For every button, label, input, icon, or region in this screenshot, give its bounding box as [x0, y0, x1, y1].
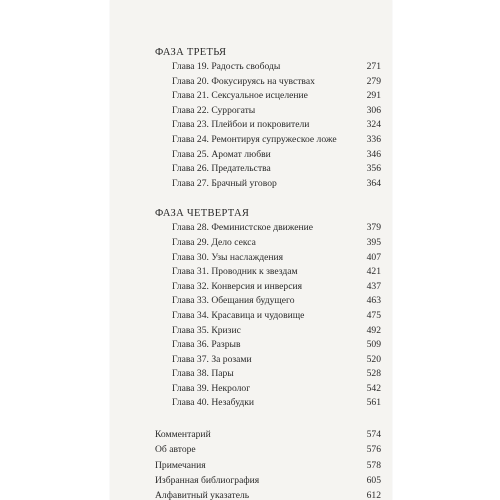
entry-label: Глава 23. Плейбои и покровители: [172, 119, 310, 131]
entry-page-number: 492: [366, 324, 381, 336]
entry-page-number: 421: [366, 266, 381, 278]
entry-label: Комментарий: [155, 429, 211, 441]
entry-page-number: 379: [366, 222, 381, 234]
entry-page-number: 574: [366, 429, 381, 441]
section-spacer: [155, 411, 381, 427]
toc-entry: [155, 488, 381, 500]
toc-entry: [155, 89, 381, 104]
toc-entry: [155, 427, 381, 442]
entry-page-number: 561: [366, 397, 381, 409]
section-spacer: [155, 191, 381, 206]
entry-page-number: 306: [366, 104, 381, 116]
entry-page-number: 336: [366, 133, 381, 145]
entry-page-number: 475: [366, 309, 381, 321]
entry-label: Глава 19. Радость свободы: [172, 61, 281, 72]
entry-label: Глава 34. Красавица и чудовище: [172, 309, 305, 321]
table-of-contents: [155, 45, 381, 500]
entry-page-number: 463: [366, 295, 381, 307]
entry-page-number: 576: [366, 444, 381, 456]
entry-label: Глава 36. Разрыв: [172, 339, 241, 351]
toc-entry: [155, 177, 381, 192]
back-matter: [155, 427, 381, 500]
entry-page-number: 364: [366, 177, 381, 189]
entry-page-number: 324: [366, 119, 381, 131]
entry-page-number: 395: [366, 236, 381, 248]
toc-entry: [155, 442, 381, 457]
entry-page-number: 356: [366, 163, 381, 175]
entry-page-number: 612: [366, 490, 381, 500]
toc-entry: [155, 75, 381, 90]
entry-page-number: 578: [366, 459, 381, 471]
toc-entry: [155, 162, 381, 177]
entry-label: Глава 38. Пары: [172, 368, 234, 380]
toc-entry: [155, 251, 381, 266]
toc-entry: [155, 265, 381, 280]
entry-label: Глава 24. Ремонтируя супружеское ложе: [172, 133, 337, 145]
entry-label: Глава 35. Кризис: [172, 324, 241, 336]
section-title: ФАЗА ТРЕТЬЯ: [155, 47, 227, 58]
entry-page-number: 437: [366, 280, 381, 292]
entry-label: Алфавитный указатель: [155, 490, 250, 500]
toc-entry: [155, 133, 381, 148]
toc-entry: [155, 294, 381, 309]
entry-label: Глава 21. Сексуальное исцеление: [172, 90, 308, 102]
entry-label: Глава 20. Фокусируясь на чувствах: [172, 75, 315, 87]
toc-entry: [155, 118, 381, 133]
entry-page-number: 605: [366, 474, 381, 486]
toc-entry: [155, 382, 381, 397]
toc-entry: [155, 309, 381, 324]
section-phase-three: [155, 45, 381, 191]
entry-label: Глава 29. Дело секса: [172, 236, 256, 248]
toc-entry: [155, 236, 381, 251]
entry-label: Глава 26. Предательства: [172, 163, 271, 175]
entry-page-number: 279: [366, 75, 381, 87]
entry-page-number: 509: [366, 339, 381, 351]
entry-page-number: 271: [366, 61, 381, 72]
section-phase-four: [155, 206, 381, 411]
section-title: ФАЗА ЧЕТВЕРТАЯ: [155, 208, 250, 220]
toc-entry: [155, 60, 381, 75]
entry-page-number: 520: [366, 353, 381, 365]
entry-label: Глава 39. Некролог: [172, 382, 251, 394]
toc-entry: [155, 353, 381, 368]
toc-entry: [155, 458, 381, 473]
entry-label: Примечания: [155, 459, 206, 471]
entry-label: Глава 30. Узы наслаждения: [172, 251, 284, 263]
entry-label: Глава 33. Обещания будущего: [172, 295, 295, 307]
toc-entry: [155, 396, 381, 411]
entry-page-number: 542: [366, 382, 381, 394]
entry-label: Глава 37. За розами: [172, 353, 252, 365]
toc-entry: [155, 367, 381, 382]
entry-label: Глава 32. Конверсия и инверсия: [172, 280, 303, 292]
toc-entry: [155, 104, 381, 119]
entry-label: Глава 25. Аромат любви: [172, 148, 271, 160]
entry-label: Глава 40. Незабудки: [172, 397, 255, 409]
toc-entry: [155, 280, 381, 295]
toc-entry: [155, 324, 381, 339]
entry-label: Избранная библиография: [155, 474, 260, 486]
entry-page-number: 528: [366, 368, 381, 380]
toc-entry: [155, 338, 381, 353]
entry-page-number: 346: [366, 148, 381, 160]
entry-page-number: 407: [366, 251, 381, 263]
entry-label: Об авторе: [155, 444, 196, 456]
toc-entry: [155, 473, 381, 488]
entry-label: Глава 27. Брачный уговор: [172, 177, 277, 189]
entry-label: Глава 22. Суррогаты: [172, 104, 256, 116]
toc-entry: [155, 148, 381, 163]
entry-label: Глава 31. Проводник к звездам: [172, 266, 298, 278]
entry-label: Глава 28. Феминистское движение: [172, 222, 314, 234]
toc-entry: [155, 221, 381, 236]
entry-page-number: 291: [366, 90, 381, 102]
